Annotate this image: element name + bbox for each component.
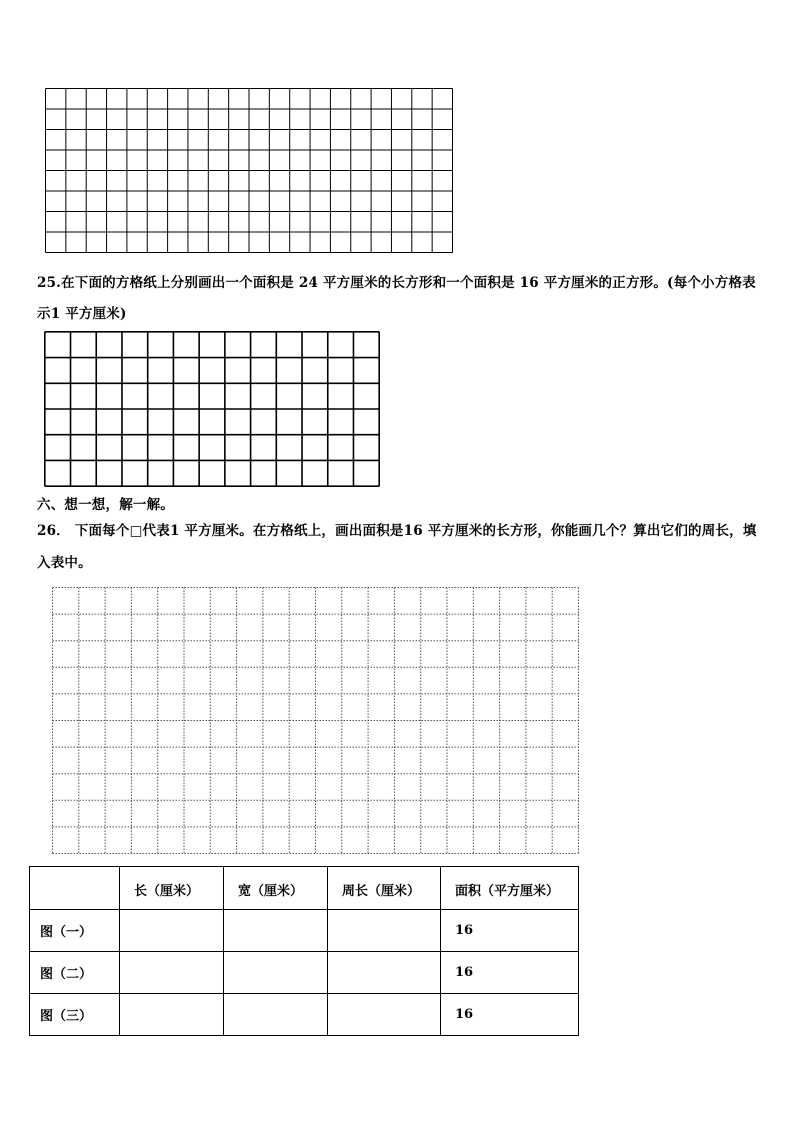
table-cell-length[interactable]	[120, 910, 224, 952]
table-cell-width[interactable]	[224, 910, 328, 952]
table-cell-area: 16	[441, 952, 579, 994]
question-25-line-2: 示1 平方厘米)	[37, 306, 127, 322]
table-row	[30, 994, 579, 1036]
table-cell-area: 16	[441, 994, 579, 1036]
table-cell-label: 图（一）	[30, 910, 120, 952]
question-26-line-1: 26． 下面每个□代表1 平方厘米。在方格纸上，画出面积是16 平方厘米的长方形，你能画几个？算出它们的周长，填	[37, 523, 757, 539]
grid-paper-top	[45, 88, 453, 253]
table-header-cell	[30, 867, 120, 910]
table-header-cell: 面积（平方厘米）	[441, 867, 579, 910]
table-header-row	[30, 867, 579, 910]
table-row	[30, 910, 579, 952]
table-cell-label: 图（三）	[30, 994, 120, 1036]
question-26-line-2: 入表中。	[37, 555, 92, 571]
table-header-cell: 长（厘米）	[120, 867, 224, 910]
table-cell-label: 图（二）	[30, 952, 120, 994]
table-row	[30, 952, 579, 994]
grid-paper-q26	[52, 587, 579, 854]
table-cell-perimeter[interactable]	[328, 910, 441, 952]
table-cell-perimeter[interactable]	[328, 952, 441, 994]
table-header-cell: 周长（厘米）	[328, 867, 441, 910]
table-cell-area: 16	[441, 910, 579, 952]
table-cell-width[interactable]	[224, 994, 328, 1036]
section-heading: 六、想一想，解一解。	[37, 497, 174, 513]
question-25-line-1: 25.在下面的方格纸上分别画出一个面积是 24 平方厘米的长方形和一个面积是 16 平方厘米的正方形。(每个小方格表	[37, 275, 756, 291]
table-cell-length[interactable]	[120, 994, 224, 1036]
grid-paper-q25	[44, 331, 380, 487]
table-cell-length[interactable]	[120, 952, 224, 994]
answer-table	[29, 866, 579, 1036]
table-header-cell: 宽（厘米）	[224, 867, 328, 910]
table-cell-width[interactable]	[224, 952, 328, 994]
table-cell-perimeter[interactable]	[328, 994, 441, 1036]
